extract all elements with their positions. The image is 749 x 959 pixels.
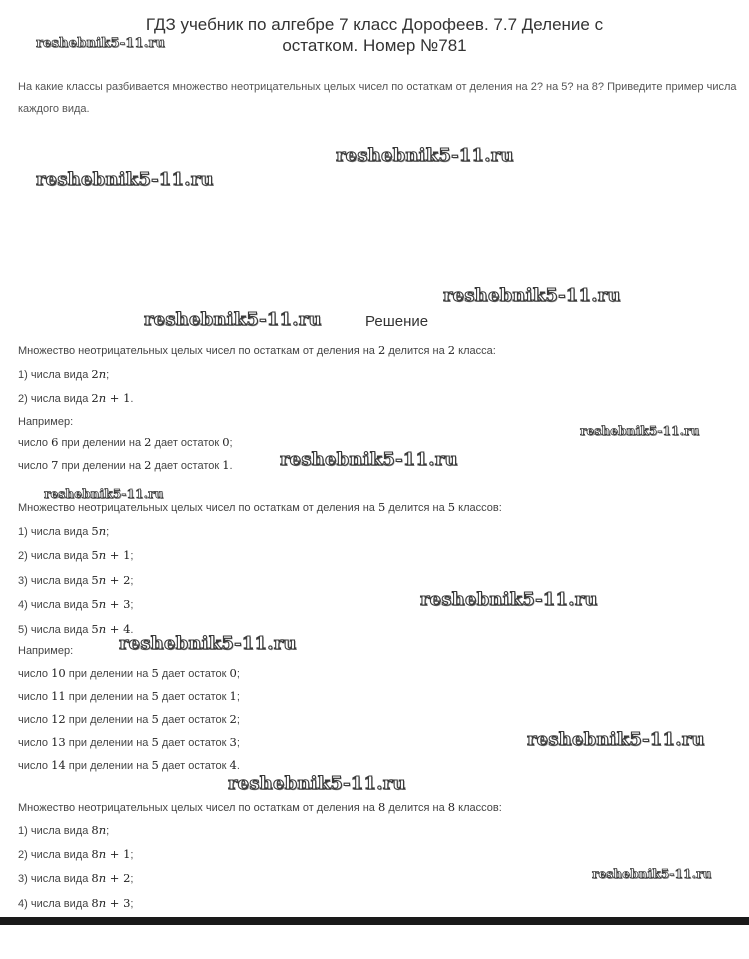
solution-line: число 12 при делении на 5 дает остаток 2;: [18, 712, 240, 726]
solution-line: 4) числа вида 5n + 3;: [18, 597, 134, 611]
solution-line: 2) числа вида 5n + 1;: [18, 548, 134, 562]
watermark: reshebnik5-11.ru: [36, 169, 214, 190]
solution-line: Например:: [18, 645, 74, 657]
watermark: reshebnik5-11.ru: [580, 424, 700, 438]
task-question: На какие классы разбивается множество неотрицательных целых чисел по остаткам от деления на 2? на 5? на 8? Приведите пример числа каждого вида.: [18, 81, 737, 115]
solution-line: 2) числа вида 2n + 1.: [18, 391, 134, 405]
solution-line: число 6 при делении на 2 дает остаток 0;: [18, 435, 233, 449]
solution-line: 1) числа вида 2n;: [18, 367, 110, 381]
watermark: reshebnik5-11.ru: [443, 285, 621, 306]
watermark: reshebnik5-11.ru: [36, 36, 166, 51]
watermark: reshebnik5-11.ru: [144, 309, 322, 330]
solution-line: Множество неотрицательных целых чисел по остаткам от деления на 5 делится на 5 классов:: [18, 500, 502, 514]
solution-line: 3) числа вида 8n + 2;: [18, 871, 134, 885]
bottom-bar: [0, 917, 749, 925]
solution-line: 4) числа вида 8n + 3;: [18, 896, 134, 910]
solution-heading: Решение: [365, 313, 429, 330]
page-title-line2: остатком. Номер №781: [282, 36, 467, 55]
watermark: reshebnik5-11.ru: [228, 773, 406, 794]
solution-line: Например:: [18, 416, 74, 428]
solution-line: 1) числа вида 5n;: [18, 524, 110, 538]
watermark: reshebnik5-11.ru: [280, 449, 458, 470]
solution-line: 5) числа вида 5n + 4.: [18, 622, 134, 636]
watermark: reshebnik5-11.ru: [592, 867, 712, 881]
solution-line: Множество неотрицательных целых чисел по остаткам от деления на 2 делится на 2 класса:: [18, 343, 496, 357]
solution-line: число 14 при делении на 5 дает остаток 4.: [18, 758, 240, 772]
solution-line: число 7 при делении на 2 дает остаток 1.: [18, 458, 233, 472]
solution-line: 1) числа вида 8n;: [18, 823, 110, 837]
watermark: reshebnik5-11.ru: [420, 589, 598, 610]
solution-line: Множество неотрицательных целых чисел по остаткам от деления на 8 делится на 8 классов:: [18, 800, 502, 814]
page-title-line1: ГДЗ учебник по алгебре 7 класс Дорофеев. 7.7 Деление с: [145, 15, 604, 34]
solution-line: число 11 при делении на 5 дает остаток 1;: [18, 689, 240, 703]
watermark: reshebnik5-11.ru: [119, 633, 297, 654]
solution-line: число 10 при делении на 5 дает остаток 0;: [18, 666, 240, 680]
solution-line: число 13 при делении на 5 дает остаток 3;: [18, 735, 240, 749]
solution-line: 3) числа вида 5n + 2;: [18, 573, 134, 587]
watermark: reshebnik5-11.ru: [336, 145, 514, 166]
watermark: reshebnik5-11.ru: [44, 487, 164, 501]
solution-line: 2) числа вида 8n + 1;: [18, 847, 134, 861]
watermark: reshebnik5-11.ru: [527, 729, 705, 750]
